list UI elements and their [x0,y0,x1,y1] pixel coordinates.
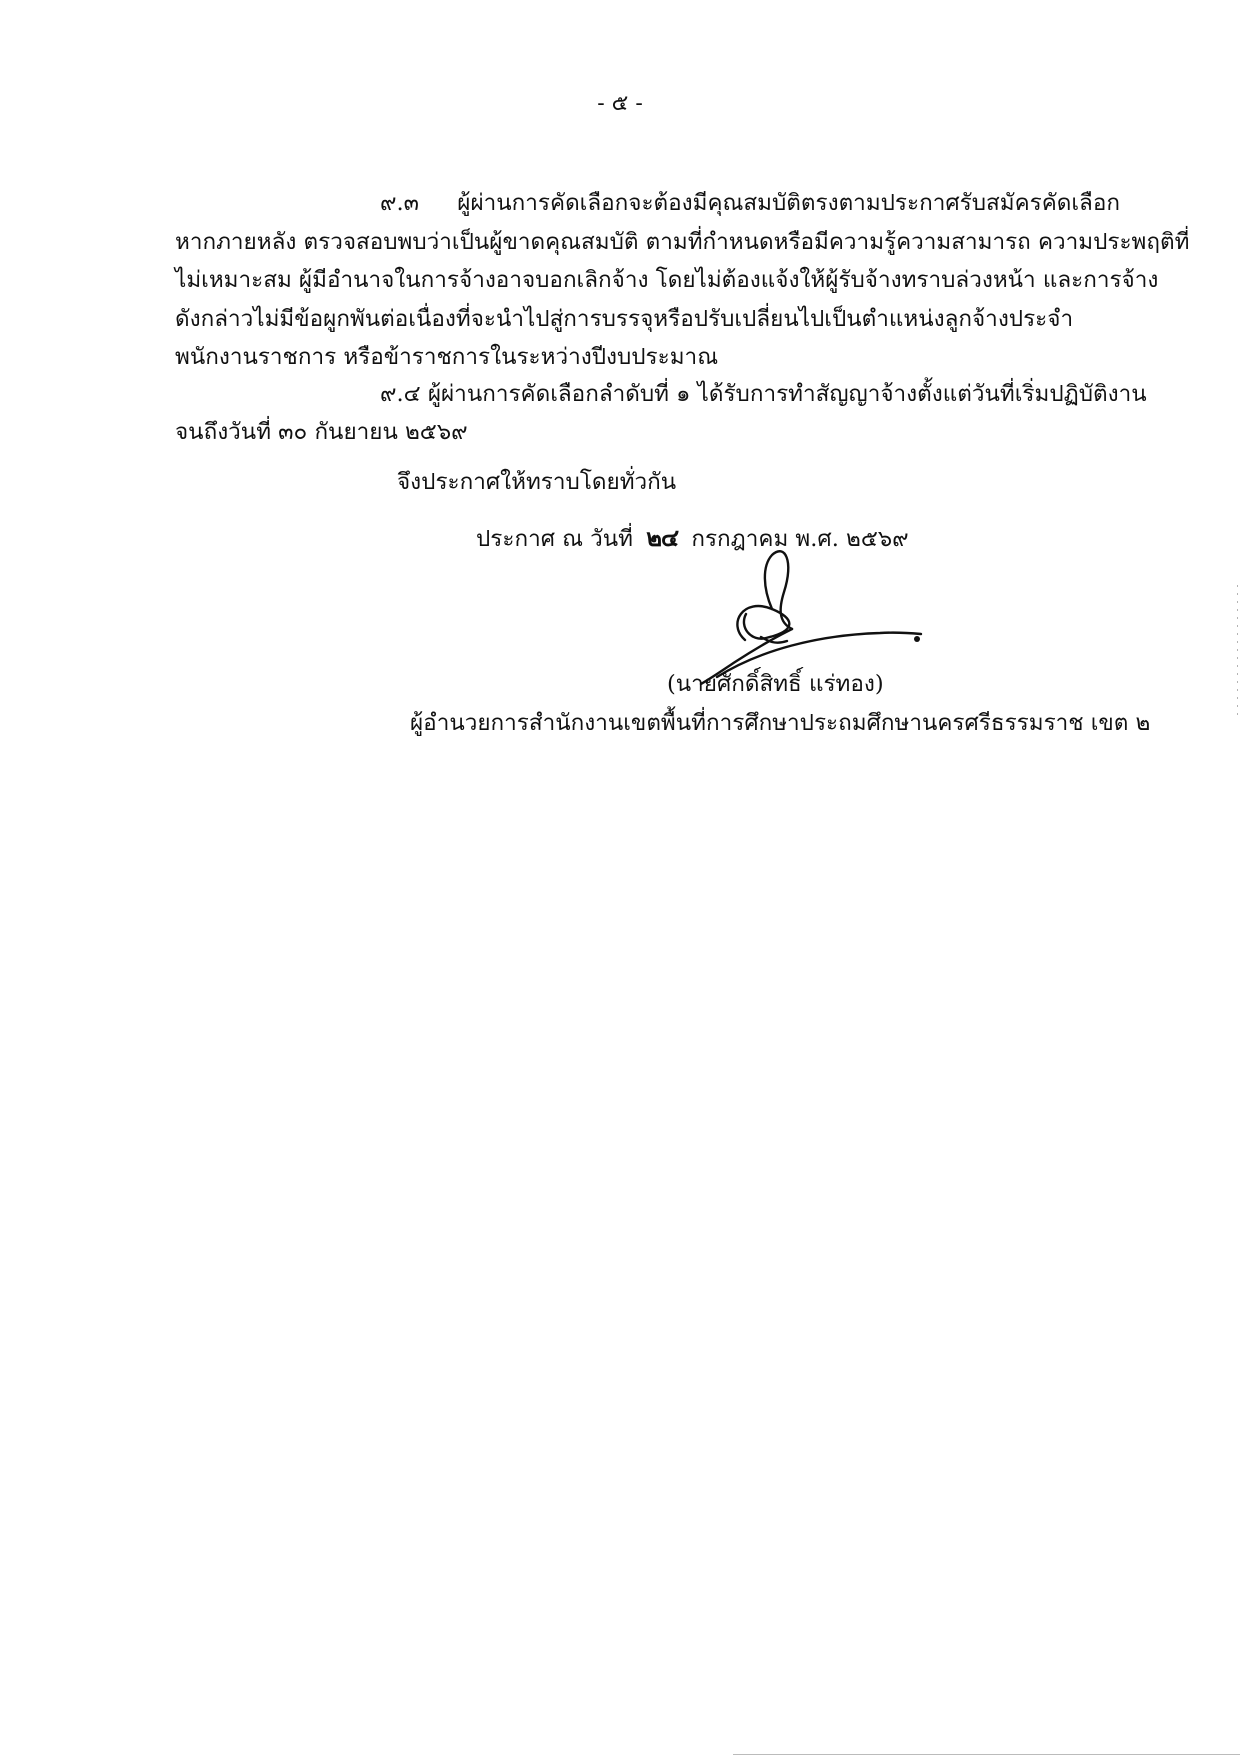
signer-position: ผู้อำนวยการสำนักงานเขตพื้นที่การศึกษาประถมศึกษานครศรีธรรมราช เขต ๒ [410,710,1151,736]
item-9-3-line-2: หากภายหลัง ตรวจสอบพบว่าเป็นผู้ขาดคุณสมบัติ ตามที่กำหนดหรือมีความรู้ความสามารถ ความประพฤติที่ [175,229,1190,255]
item-9-3-line-1: ๙.๓ ผู้ผ่านการคัดเลือกจะต้องมีคุณสมบัติตรงตามประกาศรับสมัครคัดเลือก [380,190,1120,216]
announcement-line: จึงประกาศให้ทราบโดยทั่วกัน [397,469,677,495]
handwritten-day: ๒๔ [646,523,679,552]
item-9-4-line-2: จนถึงวันที่ ๓๐ กันยายน ๒๕๖๙ [175,419,468,445]
signer-name: (นายศักดิ์สิทธิ์ แร่ทอง) [667,671,884,697]
item-9-3-line-4: ดังกล่าวไม่มีข้อผูกพันต่อเนื่องที่จะนำไปสู่การบรรจุหรือปรับเปลี่ยนไปเป็นตำแหน่งลูกจ้างประจำ [175,306,1074,332]
scan-edge-mark [1237,585,1238,715]
page-number: - ๕ - [597,91,643,116]
item-9-3-line-3: ไม่เหมาะสม ผู้มีอำนาจในการจ้างอาจบอกเลิกจ้าง โดยไม่ต้องแจ้งให้ผู้รับจ้างทราบล่วงหน้า และการจ้าง [175,267,1159,293]
date-suffix: กรกฎาคม พ.ศ. ๒๕๖๙ [691,526,909,552]
item-9-3-line-5: พนักงานราชการ หรือข้าราชการในระหว่างปีงบประมาณ [175,344,719,370]
signature-dot [914,636,920,642]
item-9-4-line-1: ๙.๔ ผู้ผ่านการคัดเลือกลำดับที่ ๑ ได้รับการทำสัญญาจ้างตั้งแต่วันที่เริ่มปฏิบัติงาน [380,381,1147,407]
date-prefix: ประกาศ ณ วันที่ [476,526,634,552]
